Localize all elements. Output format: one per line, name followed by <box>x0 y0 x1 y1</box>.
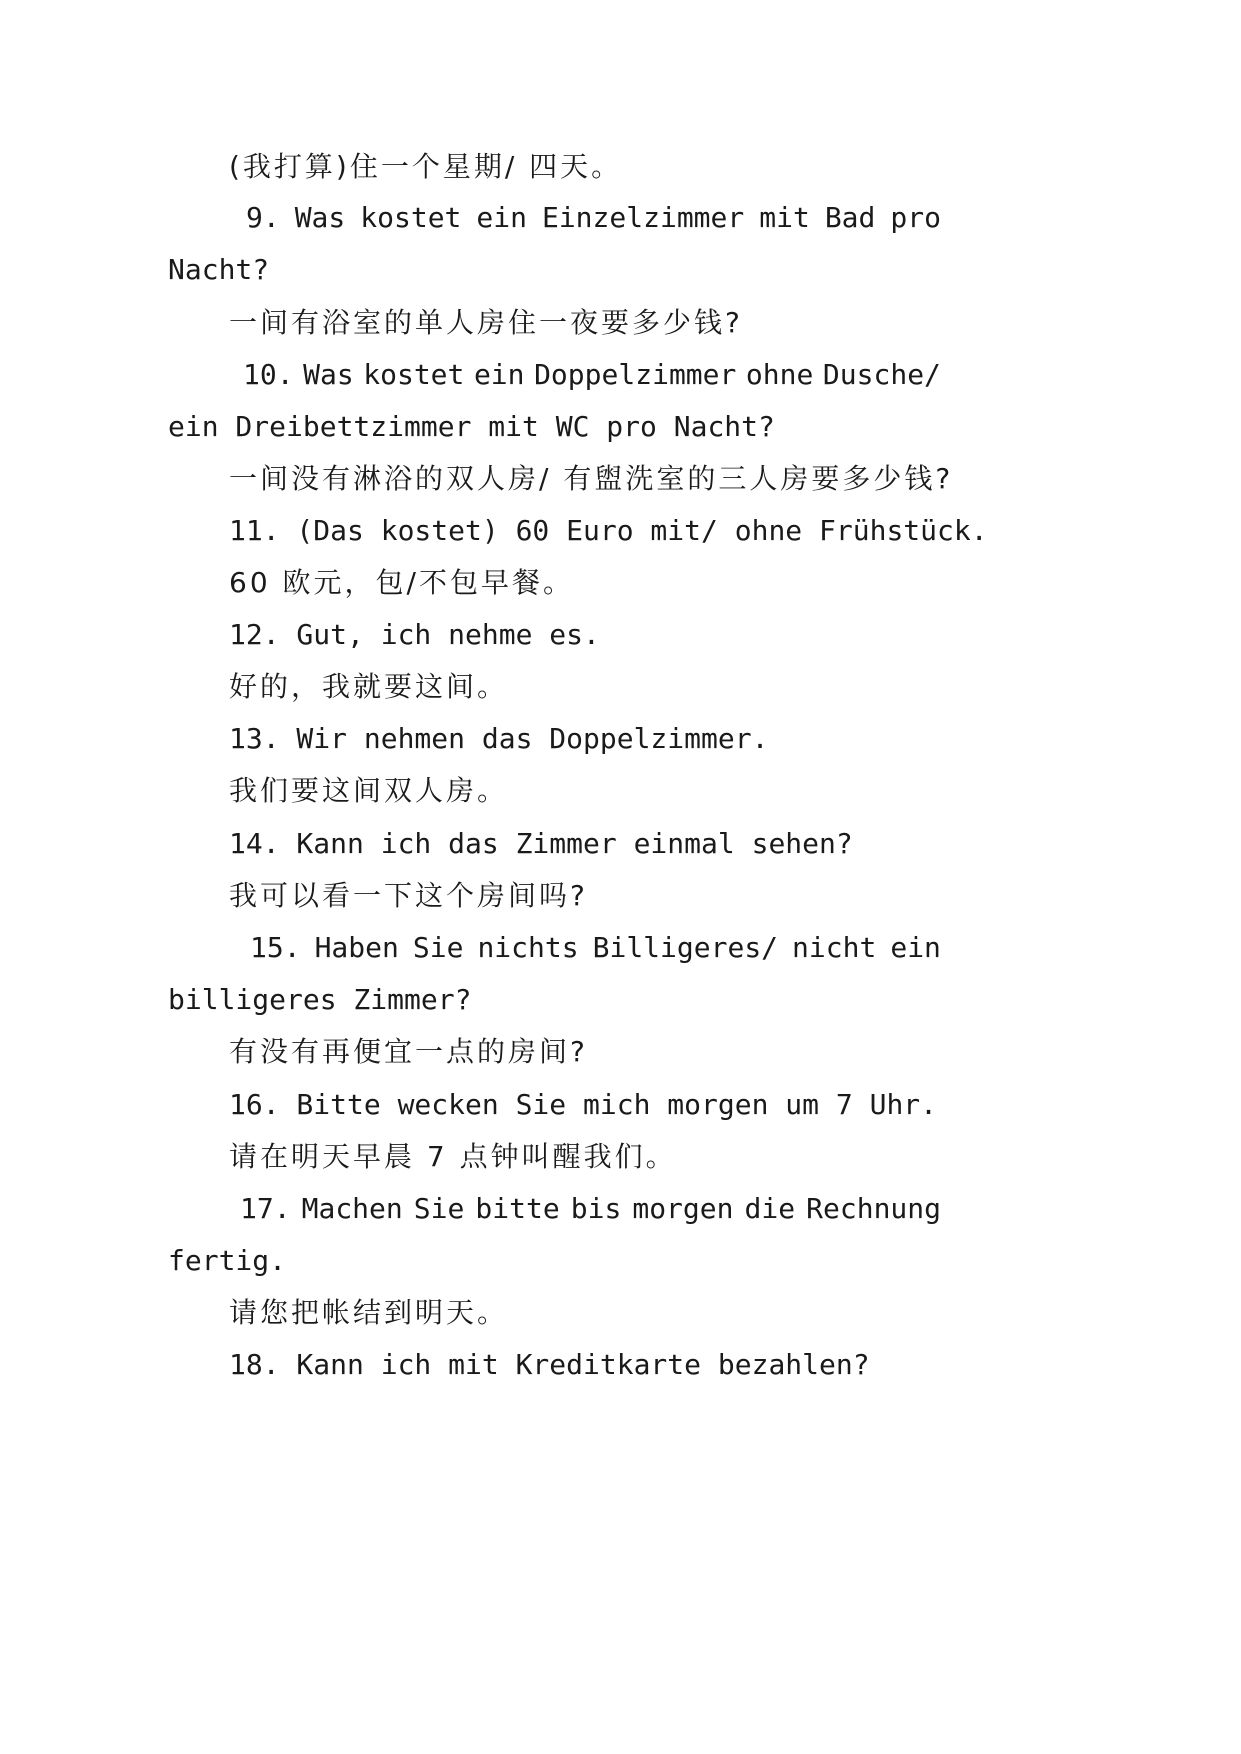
text-line: 请您把帐结到明天。 <box>229 1296 509 1329</box>
word: Sie <box>412 931 464 964</box>
word: Sie <box>413 1192 465 1225</box>
word: Dusche/ <box>822 358 941 391</box>
text-line: fertig. <box>168 1244 287 1277</box>
text-line: 我们要这间双人房。 <box>229 774 509 807</box>
text-line: 16. Bitte wecken Sie mich morgen um 7 Uhr. <box>229 1088 938 1121</box>
word: ohne <box>745 358 814 391</box>
justified-line-item-17 <box>240 1189 941 1229</box>
justified-line-item-10 <box>243 355 941 395</box>
word: pro <box>890 201 941 234</box>
justified-line-item-9 <box>246 198 941 238</box>
text-line: billigeres Zimmer? <box>168 983 472 1016</box>
word: mit <box>759 201 810 234</box>
text-line: ein Dreibettzimmer mit WC pro Nacht? <box>168 410 775 443</box>
word: kostet <box>363 358 465 391</box>
text-line: 12. Gut, ich nehme es. <box>229 618 600 651</box>
text-line: 我可以看一下这个房间吗? <box>229 879 588 912</box>
word: Haben <box>314 931 399 964</box>
word: ein <box>890 931 941 964</box>
text-line: 好的，我就要这间。 <box>229 670 509 703</box>
text-line: Nacht? <box>168 253 270 286</box>
word: nicht <box>792 931 877 964</box>
word: bis <box>570 1192 622 1225</box>
text-line: (我打算)住一个星期/ 四天。 <box>229 150 623 183</box>
text-line: 60 欧元，包/不包早餐。 <box>229 566 574 599</box>
word: nichts <box>477 931 579 964</box>
word: Doppelzimmer <box>534 358 737 391</box>
word: Was <box>303 358 354 391</box>
word: bitte <box>475 1192 560 1225</box>
text-line: 一间有浴室的单人房住一夜要多少钱? <box>229 306 743 339</box>
word: Billigeres/ <box>592 931 779 964</box>
word: Bad <box>824 201 876 234</box>
text-line: 13. Wir nehmen das Doppelzimmer. <box>229 722 769 755</box>
text-line: 一间没有淋浴的双人房/ 有盥洗室的三人房要多少钱? <box>229 462 954 495</box>
text-line: 14. Kann ich das Zimmer einmal sehen? <box>229 827 853 860</box>
text-line: 18. Kann ich mit Kreditkarte bezahlen? <box>229 1348 870 1381</box>
word: kostet <box>360 201 462 234</box>
word: 9. <box>246 201 280 234</box>
word: Machen <box>301 1192 403 1225</box>
word: 15. <box>250 931 301 964</box>
justified-line-item-15 <box>250 928 941 968</box>
text-line: 11. (Das kostet) 60 Euro mit/ ohne Frühstück. <box>229 514 988 547</box>
text-line: 请在明天早晨 7 点钟叫醒我们。 <box>229 1140 677 1173</box>
word: die <box>744 1192 796 1225</box>
word: 10. <box>243 358 294 391</box>
word: Was <box>294 201 346 234</box>
word: Rechnung <box>806 1192 941 1225</box>
text-line: 有没有再便宜一点的房间? <box>229 1035 588 1068</box>
word: Einzelzimmer <box>541 201 745 234</box>
word: 17. <box>240 1192 291 1225</box>
word: ein <box>473 358 525 391</box>
word: morgen <box>632 1192 734 1225</box>
word: ein <box>476 201 527 234</box>
